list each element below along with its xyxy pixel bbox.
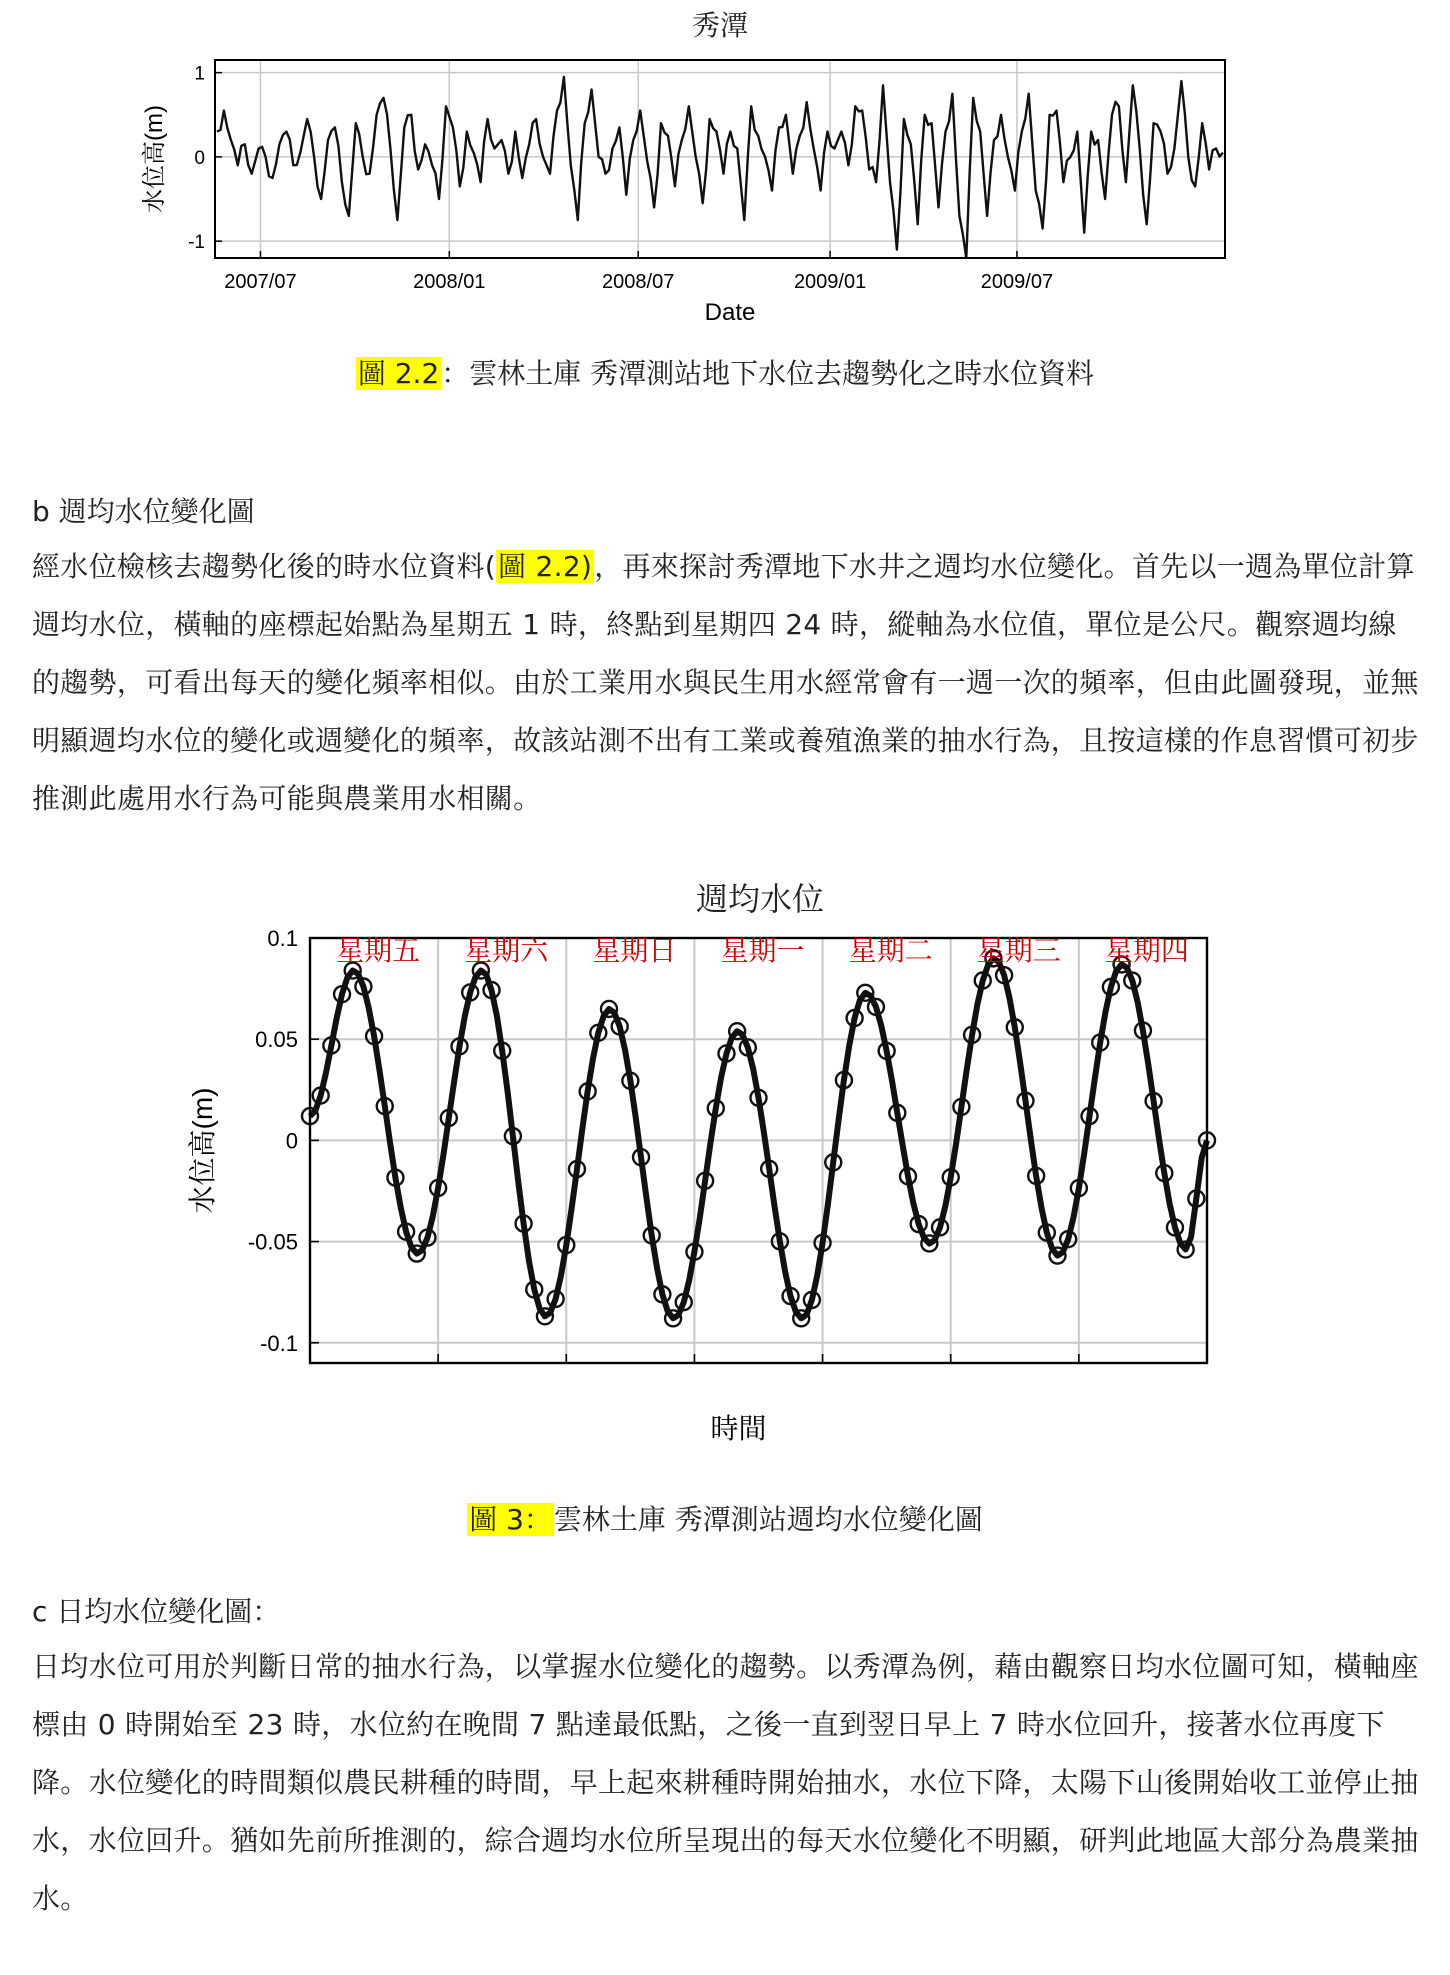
day-label: 星期五 bbox=[336, 935, 421, 966]
figure1-title: 秀潭 bbox=[691, 9, 748, 42]
day-label: 星期一 bbox=[720, 935, 805, 966]
section-c-paragraph bbox=[32, 1638, 1424, 1928]
figure1-caption bbox=[0, 352, 1450, 392]
figure1-caption-text: ：雲林土庫 秀潭測站地下水位去趨勢化之時水位資料 bbox=[441, 357, 1095, 390]
x-tick-label: 2008/01 bbox=[413, 271, 486, 293]
x-tick-label: 2009/01 bbox=[793, 271, 867, 293]
day-label: 星期三 bbox=[976, 935, 1061, 966]
x-tick-label: 2007/07 bbox=[224, 271, 297, 293]
y-tick-label: -1 bbox=[188, 232, 205, 254]
day-label: 星期六 bbox=[464, 935, 549, 966]
section-b-heading: b 週均水位變化圖 bbox=[32, 495, 255, 528]
figure-ref-3: 圖 3： bbox=[469, 1503, 552, 1536]
x-tick-label: 2008/07 bbox=[602, 271, 675, 293]
day-label: 星期四 bbox=[1104, 935, 1189, 966]
series-line bbox=[217, 77, 1223, 258]
plot-frame bbox=[215, 60, 1225, 258]
y-tick-label: 0 bbox=[285, 1128, 298, 1154]
chart-figure-2-2 bbox=[100, 40, 1320, 330]
figure-ref-link[interactable]: 圖 2.2) bbox=[498, 550, 593, 583]
section-b-text-pre: 經水位檢核去趨勢化後的時水位資料( bbox=[32, 550, 497, 583]
section-b-paragraph bbox=[32, 538, 1424, 828]
y-tick-label: 0.05 bbox=[255, 1027, 298, 1053]
x-axis-label: 時間 bbox=[710, 1413, 767, 1444]
day-label: 星期日 bbox=[592, 935, 677, 966]
y-tick-label: -0.1 bbox=[260, 1330, 298, 1356]
section-c-heading: c 日均水位變化圖： bbox=[32, 1595, 281, 1628]
figure2-caption-text: 雲林土庫 秀潭測站週均水位變化圖 bbox=[553, 1503, 983, 1536]
chart-figure-3 bbox=[180, 920, 1240, 1480]
y-axis-label: 水位高(m) bbox=[187, 1087, 218, 1214]
y-tick-label: 0 bbox=[194, 147, 205, 169]
x-axis-label: Date bbox=[704, 299, 756, 326]
figure2-caption bbox=[0, 1498, 1450, 1538]
figure2-title: 週均水位 bbox=[695, 880, 824, 918]
y-tick-label: 1 bbox=[194, 63, 205, 85]
weekly-mean-line bbox=[310, 958, 1207, 1318]
figure-ref-2-2: 圖 2.2 bbox=[357, 357, 440, 390]
day-label: 星期二 bbox=[848, 935, 933, 966]
y-tick-label: -0.05 bbox=[247, 1229, 298, 1255]
section-b-text-post: ，再來探討秀潭地下水井之週均水位變化。首先以一週為單位計算週均水位，橫軸的座標起始點為星期五 1 時，終點到星期四 24 時，縱軸為水位值，單位是公尺。觀察週均線的趨勢，可看出每天的變化頻率相似。由於工業用水與民生用水經常會有一週一次的頻率，但由此圖發現，並無明顯週均水位的變化或週變化的頻率，故該站測不出有工業或養殖漁業的抽水行為，且按這樣的作息習慣可初步推測此處用水行為可能與農業用水相關。 bbox=[32, 550, 1419, 815]
y-tick-label: 0.1 bbox=[267, 926, 298, 951]
x-tick-label: 2009/07 bbox=[980, 271, 1054, 293]
y-axis-label: 水位高(m) bbox=[141, 105, 168, 213]
section-c-text: 日均水位可用於判斷日常的抽水行為，以掌握水位變化的趨勢。以秀潭為例，藉由觀察日均水位圖可知，橫軸座標由 0 時開始至 23 時，水位約在晚間 7 點達最低點，之後一直到翌日早上 7 時水位回升，接著水位再度下降。水位變化的時間類似農民耕種的時間，早上起來耕種時開始抽水，水位下降，太陽下山後開始收工並停止抽水，水位回升。猶如先前所推測的，綜合週均水位所呈現出的每天水位變化不明顯，研判此地區大部分為農業抽水。 bbox=[32, 1650, 1419, 1915]
